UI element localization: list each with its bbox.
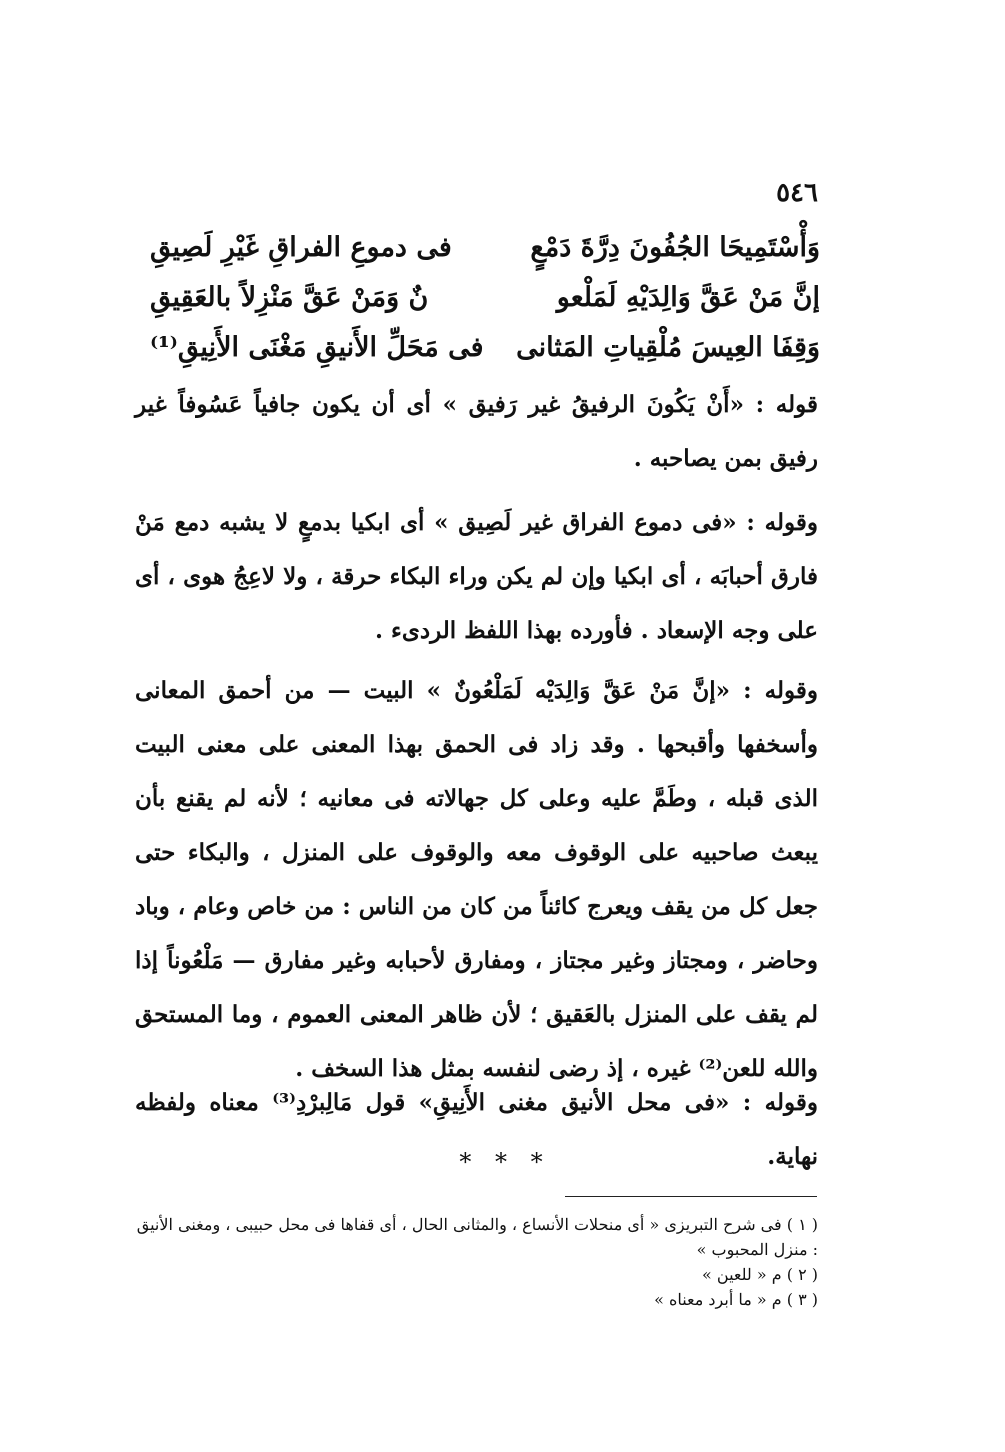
footnote: ( ٣ ) م « ما أبرد معناه » [654, 1290, 818, 1309]
footnote-divider [565, 1196, 817, 1197]
paragraph-text: وقوله : «فى محل الأنيق مغنى الأَنِيقِ» قول مَالِبرْدِ⁽³⁾ معناه ولفظه نهاية. [135, 1089, 818, 1170]
verse-second-hemistich: فى دموعِ الفراقِ غَيْرِ لَصِيقِ [150, 232, 452, 263]
section-separator: * * * [459, 1148, 551, 1176]
commentary-paragraph [135, 378, 818, 486]
verse-second-hemistich: فى مَحَلِّ الأَنيقِ مَغْنَى الأَنِيقِ⁽¹⁾ [150, 332, 484, 363]
paragraph-text: وقوله : «إنَّ مَنْ عَقَّ وَالِدَيْه لَمَلْعُونٌ » البيت — من أحمق المعانى وأسخفها وأقبحها . وقد زاد فى الحمق بهذا المعنى على معنى البيت الذى قبله ، وطَمَّ عليه وعلى كل جهالاته فى معانيه ؛ لأنه لم يقنع بأن يبعث صاحبيه على الوقوف معه والوقوف على المنزل ، والبكاء حتى جعل كل من يقف ويعرج كائناً من كان من الناس : من خاص وعام ، وباد وحاضر ، ومجتاز وغير مجتاز ، ومفارق لأحبابه وغير مفارق — مَلْعُوناً إذا لم يقف على المنزل بالعَقيق ؛ لأن ظاهر المعنى العموم ، وما المستحق والله للعن⁽²⁾ غيره ، إذ رضى لنفسه بمثل هذا السخف . [135, 677, 818, 1082]
verse-line [150, 232, 820, 282]
footnote: ( ٢ ) م « للعين » [702, 1265, 818, 1284]
footnote: ( ١ ) فى شرح التبريزى « أى منحلات الأنساع ، والمثانى الحال ، أى قفاها فى محل حبيبى ، ومغنى الأنيق : منزل المحبوب » [136, 1215, 818, 1259]
footnotes [135, 1212, 818, 1312]
paragraph-text: وقوله : «فى دموع الفراق غير لَصِيق » أى ابكيا بدمعٍ لا يشبه دمع مَنْ فارق أحبابَه ، أى ابكيا وإن لم يكن وراء البكاء حرقة ، ولا لاعِجُ هوى ، أى على وجه الإسعاد . فأورده بهذا اللفظ الردىء . [135, 509, 818, 644]
verse-first-hemistich: إنَّ مَنْ عَقَّ وَالِدَيْهِ لَمَلْعو [556, 282, 820, 313]
paragraph-text: قوله : «أَنْ يَكُونَ الرفيقُ غير رَفيق » أى أن يكون جافياً عَسُوفاً غير رفيق بمن يصاحبه . [135, 391, 818, 472]
commentary-paragraph [135, 664, 818, 1096]
commentary-paragraph [135, 496, 818, 658]
page-number: ٥٤٦ [776, 178, 818, 208]
verse-second-hemistich: نٌ وَمَنْ عَقَّ مَنْزِلاً بالعَقِيقِ [150, 282, 429, 313]
verse-line [150, 282, 820, 332]
verse-first-hemistich: وَقِفَا العِيسَ مُلْقِياتِ المَثانى [516, 332, 820, 363]
verse-first-hemistich: وَأْسْتَمِيحَا الجُفُونَ دِرَّةَ دَمْعٍ [530, 232, 820, 263]
verse-line [150, 332, 820, 382]
